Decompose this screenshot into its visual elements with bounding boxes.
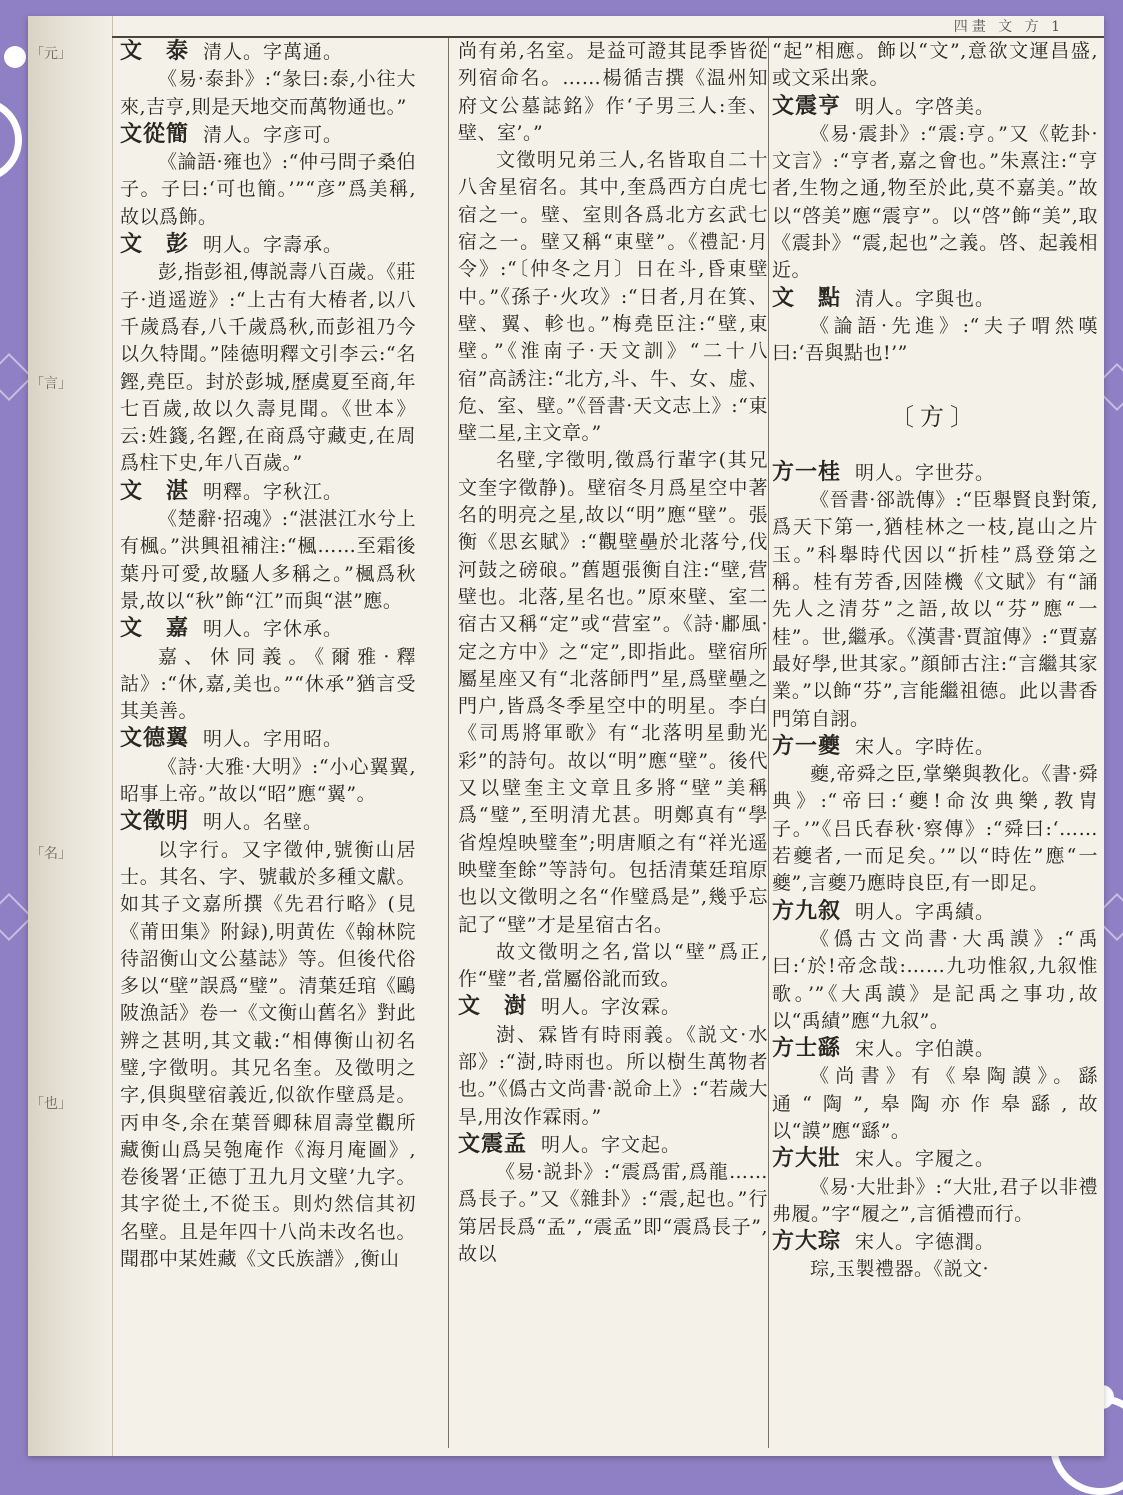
entry-headword: 方一桂 明人。字世芬。 bbox=[772, 458, 996, 485]
entry-text: 澍、霖皆有時雨義。《説文·水部》:“澍,時雨也。所以樹生萬物者也。”《僞古文尚書·説命上》:“若歲大旱,用汝作霖雨。” bbox=[458, 1023, 768, 1128]
entry-wen-congjian bbox=[120, 121, 416, 231]
entry-text: 《易·震卦》:“震:亨。”又《乾卦·文言》:“亨者,嘉之會也。”朱熹注:“亨者,生物之通,物至於此,莫不嘉美。”故以“啓美”應“震亨”。以“啓”飾“美”,取《震卦》“震,起也”之義。啓、起義相近。 bbox=[772, 122, 1098, 282]
entry-wen-tai bbox=[120, 38, 416, 121]
column-rule bbox=[448, 38, 449, 1448]
entry-headword: 文 泰 清人。字萬通。 bbox=[120, 38, 344, 64]
entry-text: 《論語·先進》:“夫子喟然嘆曰:‘吾與點也!’” bbox=[772, 314, 1098, 365]
entry-text: 故文徵明之名,當以“壁”爲正,作“璧”者,當屬俗訛而致。 bbox=[458, 940, 768, 991]
entry-text: 《論語·雍也》:“仲弓問子桑伯子。子曰:‘可也簡。’”“彦”爲美稱,故以爲飾。 bbox=[120, 151, 416, 228]
frame-dot-top-left bbox=[4, 46, 26, 68]
header-rule bbox=[112, 16, 1104, 38]
page-gutter bbox=[28, 16, 113, 1456]
entry-text: 夔,帝舜之臣,掌樂與教化。《書·舜典》:“帝曰:‘夔!命汝典樂,教胄子。’”《吕氏春秋·察傳》:“舜曰:‘……若夔者,一而足矣。’”以“時佐”應“一夔”,言夔乃應時良臣,有一即足。 bbox=[772, 763, 1098, 895]
entry-text: 《晉書·郤詵傳》:“臣舉賢良對策,爲天下第一,猶桂林之一枝,崑山之片玉。”科舉時代因以“折桂”爲登第之稱。桂有芳香,因陸機《文賦》有“誦先人之清芬”之語,故以“芬”應“一桂”。世,繼承。《漢書·賈誼傳》:“賈嘉最好學,世其家。”顔師古注:“言繼其家業。”以飾“芬”,言能繼祖德。此以書香門第自詡。 bbox=[772, 489, 1098, 730]
entry-text: “起”相應。飾以“文”,意欲文運昌盛,或文采出衆。 bbox=[772, 40, 1098, 90]
entry-text: 琮,玉製禮器。《説文· bbox=[810, 1258, 990, 1281]
entry-headword: 文 彭 明人。字壽承。 bbox=[120, 231, 344, 258]
entry-headword: 文從簡 清人。字彦可。 bbox=[120, 120, 344, 147]
entry-wen-zhengming-continued bbox=[458, 38, 768, 993]
entry-wen-dian bbox=[772, 285, 1098, 368]
frame-ring-left bbox=[0, 98, 22, 182]
entry-headword: 方士繇 宋人。字伯謨。 bbox=[772, 1035, 996, 1062]
entry-wen-zhenheng bbox=[772, 93, 1098, 285]
column-2 bbox=[458, 38, 768, 1268]
entry-wen-zhenmeng-continued bbox=[772, 38, 1098, 93]
entry-fang-dazhuang bbox=[772, 1145, 1098, 1228]
entry-headword: 文 嘉 明人。字休承。 bbox=[120, 615, 344, 642]
entry-text: 《詩·大雅·大明》:“小心翼翼,昭事上帝。”故以“昭”應“翼”。 bbox=[120, 755, 416, 806]
entry-text: 《易·大壯卦》:“大壯,君子以非禮弗履。”字“履之”,言循禮而行。 bbox=[772, 1175, 1098, 1225]
entry-headword: 文 澍 明人。字汝霖。 bbox=[458, 993, 682, 1020]
entry-text: 《尚書》有《皋陶謨》。繇通“陶”,皋陶亦作皋繇,故以“謨”應“繇”。 bbox=[772, 1065, 1098, 1142]
entry-wen-jia bbox=[120, 615, 416, 725]
entry-wen-zhengming bbox=[120, 808, 416, 1273]
running-head: 四畫 文 方 1 bbox=[953, 19, 1064, 35]
entry-headword: 文 湛 明釋。字秋江。 bbox=[120, 477, 344, 504]
entry-text: 以字行。又字徵仲,號衡山居士。其名、字、號載於多種文獻。如其子文嘉所撰《先君行略》(見《莆田集》附録),明黄佐《翰林院待詔衡山文公墓誌》等。但後代俗多以“壁”誤爲“璧”。清葉廷琯《鷗陂漁話》卷一《文衡山舊名》對此辨之甚明,其文載:“相傳衡山初名璧,字徵明。其兄名奎。及徵明之字,俱與壁宿義近,似欲作壁爲是。丙申冬,余在葉晉卿秣眉壽堂觀所藏衡山爲吴匏庵作《海月庵圖》,卷後署‘正德丁丑九月文壁’九字。其字從土,不從玉。則灼然信其初名壁。且是年四十八尚未改名也。聞郡中某姓藏《文氏族譜》,衡山 bbox=[120, 838, 416, 1271]
entry-wen-shu bbox=[458, 993, 768, 1130]
entry-headword: 文 點 清人。字與也。 bbox=[772, 284, 996, 311]
entry-text: 《僞古文尚書·大禹謨》:“禹曰:‘於!帝念哉:……九功惟叙,九叙惟歌。’”《大禹謨》是記禹之事功,故以“禹績”應“九叙”。 bbox=[772, 927, 1098, 1032]
column-rule bbox=[768, 38, 769, 1448]
entry-text: 《易·説卦》:“震爲雷,爲龍……爲長子。”又《雜卦》:“震,起也。”行第居長爲“孟”,“震孟”即“震爲長子”,故以 bbox=[458, 1161, 768, 1266]
entry-headword: 文德翼 明人。字用昭。 bbox=[120, 725, 344, 752]
entry-text: 《易·泰卦》:“彖曰:泰,小往大來,吉亨,則是天地交而萬物通也。” bbox=[120, 68, 416, 118]
entry-headword: 方大壯 宋人。字履之。 bbox=[772, 1145, 996, 1172]
entry-fang-dacong bbox=[772, 1228, 1098, 1284]
column-3 bbox=[772, 38, 1098, 1284]
gutter-note: 「言」 bbox=[30, 376, 72, 392]
entry-wen-zhenmeng bbox=[458, 1131, 768, 1268]
entry-wen-deyi bbox=[120, 725, 416, 808]
entry-headword: 文震亨 明人。字啓美。 bbox=[772, 92, 996, 119]
entry-text: 文徵明兄弟三人,名皆取自二十八舍星宿名。其中,奎爲西方白虎七宿之一。壁、室則各爲北方玄武七宿之一。壁又稱“東壁”。《禮記·月令》:“〔仲冬之月〕日在斗,昏東壁中。”《孫子·火攻》:“日者,月在箕、壁、翼、軫也。”梅堯臣注:“壁,東壁。”《淮南子·天文訓》“二十八宿”高誘注:“北方,斗、牛、女、虚、危、室、壁。”《晉書·天文志上》:“東壁二星,主文章。” bbox=[458, 149, 768, 445]
entry-headword: 方一夔 宋人。字時佐。 bbox=[772, 732, 996, 759]
entry-text: 尚有弟,名室。是益可證其昆季皆從列宿命名。……楊循吉撰《温州知府文公墓誌銘》作‘子男三人:奎、壁、室’。” bbox=[458, 40, 768, 144]
entry-headword: 文徵明 明人。名壁。 bbox=[120, 808, 324, 835]
column-1 bbox=[120, 38, 416, 1273]
entry-text: 嘉、休同義。《爾雅·釋詁》:“休,嘉,美也。”“休承”猶言受其美善。 bbox=[120, 645, 416, 723]
entry-headword: 文震孟 明人。字文起。 bbox=[458, 1130, 682, 1157]
entry-headword: 方九叙 明人。字禹績。 bbox=[772, 897, 996, 924]
entry-text: 彭,指彭祖,傳説壽八百歲。《莊子·逍遥遊》:“上古有大椿者,以八千歲爲春,八千歲爲秋,而彭祖乃今以久特聞。”陸德明釋文引李云:“名鏗,堯臣。封於彭城,歷虞夏至商,年七百歲,故以久壽見聞。《世本》云:姓籛,名鏗,在商爲守藏吏,在周爲柱下史,年八百歲。” bbox=[120, 261, 416, 475]
section-title-fang: 〔方〕 bbox=[890, 402, 980, 431]
entry-headword: 方大琮 宋人。字德潤。 bbox=[772, 1228, 996, 1255]
entry-wen-peng bbox=[120, 231, 416, 478]
entry-wen-zhan bbox=[120, 478, 416, 615]
entry-fang-jiuxu bbox=[772, 898, 1098, 1035]
entry-fang-shiyao bbox=[772, 1035, 1098, 1145]
entry-text: 名壁,字徵明,徵爲行輩字(其兄文奎字徵静)。壁宿冬月爲星空中著名的明亮之星,故以“明”應“壁”。張衡《思玄賦》:“觀壁壘於北落兮,伐河鼓之磅硠。”舊題張衡自注:“壁,营壁也。北落,星名也。”原來壁、室二宿古又稱“定”或“营室”。《詩·鄘風·定之方中》之“定”,即指此。壁宿所屬星座又有“北落師門”星,爲壁壘之門户,皆爲冬季星空中的明星。李白《司馬將軍歌》有“北落明星動光彩”的詩句。故以“明”應“壁”。後代又以壁奎主文章且多將“壁”美稱爲“璧”,至明清尤甚。明鄭真有“學省煌煌映璧奎”;明唐順之有“祥光遥映璧奎餘”等詩句。包括清葉廷琯原也以文徵明之名“作璧爲是”,幾乎忘記了“壁”才是星宿古名。 bbox=[458, 449, 768, 936]
gutter-note: 「名」 bbox=[30, 846, 72, 862]
gutter-note: 「也」 bbox=[30, 1096, 72, 1112]
entry-fang-yigui bbox=[772, 459, 1098, 733]
entry-text: 《楚辭·招魂》:“湛湛江水兮上有楓。”洪興祖補注:“楓……至霜後葉丹可愛,故騷人多稱之。”楓爲秋景,故以“秋”飾“江”而與“湛”應。 bbox=[120, 508, 416, 612]
gutter-note: 「元」 bbox=[30, 46, 72, 62]
book-page bbox=[28, 16, 1104, 1456]
entry-fang-yikui bbox=[772, 733, 1098, 898]
